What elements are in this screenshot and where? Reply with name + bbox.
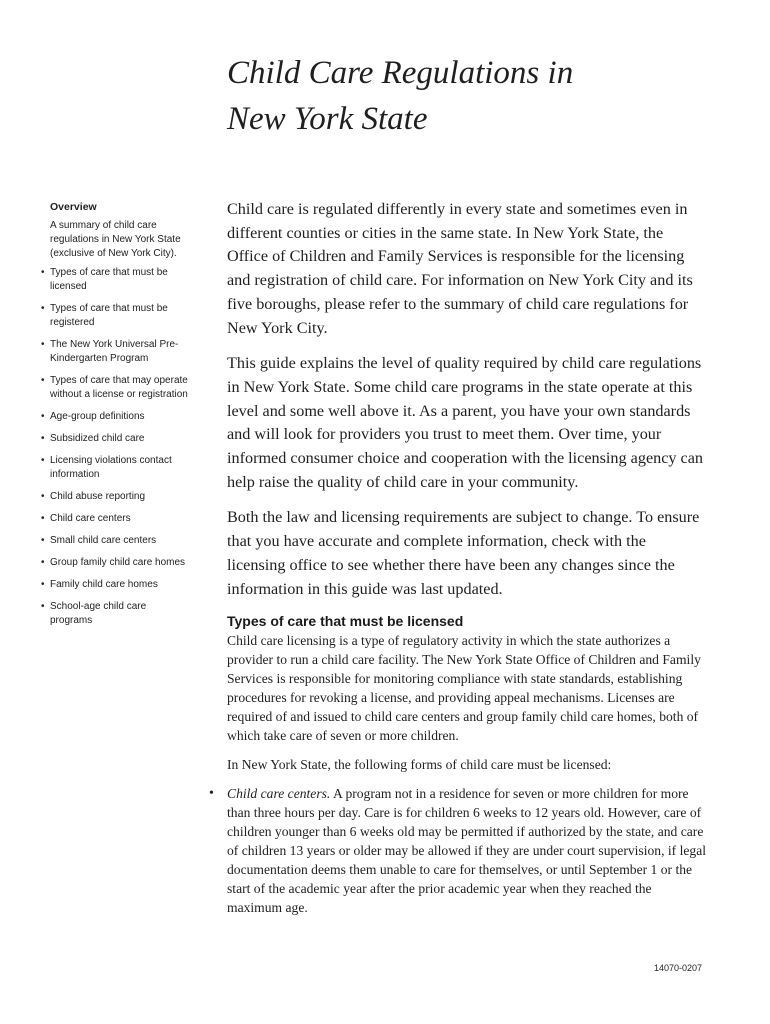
bullet-item xyxy=(209,784,707,917)
sidebar-item: • Types of care that may operate without a license or registration xyxy=(40,374,190,402)
list-intro: In New York State, the following forms of child care must be licensed: xyxy=(227,757,612,773)
sidebar-summary: A summary of child care regulations in New York State (exclusive of New York City). xyxy=(50,220,181,259)
bullet-term: Child care centers. xyxy=(227,786,331,802)
sidebar-item: • Child abuse reporting xyxy=(40,490,190,504)
sidebar-item: • Family child care homes xyxy=(40,578,190,592)
sidebar-item: • Group family child care homes xyxy=(40,556,190,570)
sidebar-item: • Child care centers xyxy=(40,512,190,526)
title-line-1: Child Care Regulations in xyxy=(227,55,574,91)
sidebar-item: • Age-group definitions xyxy=(40,410,190,424)
section-heading: Types of care that must be licensed xyxy=(227,613,464,630)
section-paragraph: Child care licensing is a type of regulatory activity in which the state authorizes a provider to run a child care facility. The New York State Office of Children and Family Services is responsible for monitoring compliance with state standards, establishing procedures for revoking a license, and providing appeal mechanisms. Licenses are required of and issued to child care centers and group family child care homes, both of which take care of seven or more children. xyxy=(227,633,701,744)
intro-paragraph: Child care is regulated differently in every state and sometimes even in different counties or cities in the same state. In New York State, the Office of Children and Family Services is responsible for the licensing and registration of child care. For information on New York City and its five boroughs, please refer to the summary of child care regulations for New York City. xyxy=(227,200,693,337)
sidebar-item: • Small child care centers xyxy=(40,534,190,548)
sidebar-heading: Overview xyxy=(50,201,97,213)
main-content xyxy=(209,198,707,927)
title-line-2: New York State xyxy=(227,101,428,137)
intro-paragraph: Both the law and licensing requirements are subject to change. To ensure that you have accurate and complete information, check with the licensing office to see whether there have been any changes since the information in this guide was last updated. xyxy=(227,508,700,598)
bullet-text: A program not in a residence for seven or more children for more than three hours per day. Care is for children 6 weeks to 12 years old. However, care of children younger than 6 weeks old may be permitted if authorized by the state, and care of children 13 years or older may be allowed if they are under court supervision, if legal documentation deems them unable to care for themselves, or until September 1 or the start of the academic year after the prior academic year when they reached the maximum age. xyxy=(227,786,707,916)
sidebar-item: • Types of care that must be registered xyxy=(40,302,190,330)
bullet-icon: • xyxy=(209,786,214,802)
sidebar-item: • The New York Universal Pre-Kindergarten Program xyxy=(40,338,190,366)
intro-paragraph: This guide explains the level of quality required by child care regulations in New York State. Some child care programs in the state operate at this level and some well above it. As a parent, you have your own standards and will look for providers you trust to meet them. Over time, your informed consumer choice and cooperation with the licensing agency can help raise the quality of child care in your community. xyxy=(227,354,704,491)
sidebar-item: • Licensing violations contact information xyxy=(40,454,190,482)
sidebar-item: • Subsidized child care xyxy=(40,432,190,446)
sidebar-item: • School-age child care programs xyxy=(40,600,190,628)
sidebar-item: • Types of care that must be licensed xyxy=(40,266,190,294)
sidebar-topic-list xyxy=(40,266,190,628)
overview-sidebar xyxy=(40,200,190,636)
document-code: 14070-0207 xyxy=(654,963,703,973)
document-title xyxy=(227,50,747,142)
